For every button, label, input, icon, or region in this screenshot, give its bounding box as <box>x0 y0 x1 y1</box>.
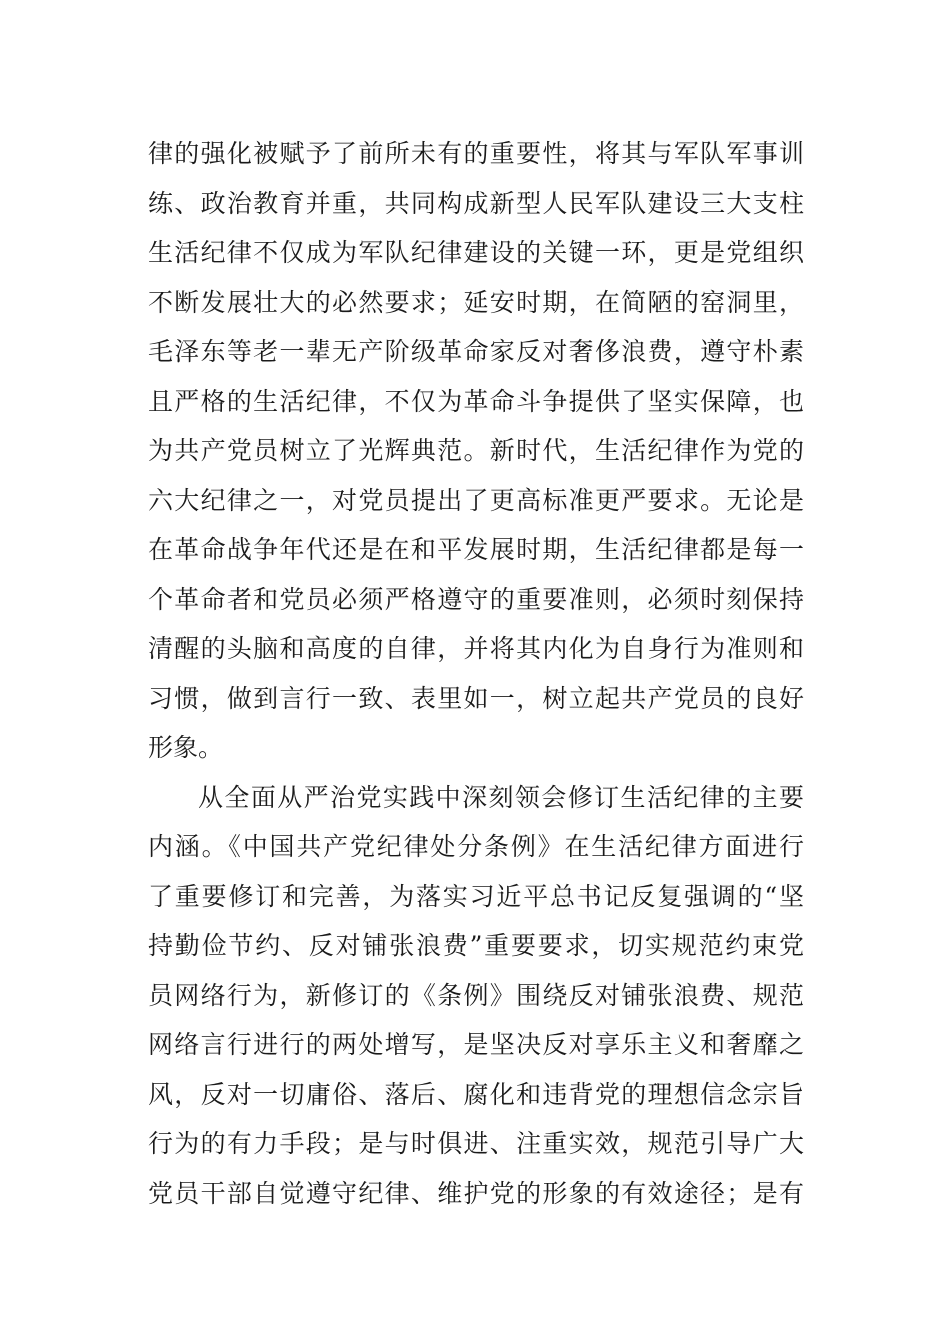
text-line: 了重要修订和完善，为落实习近平总书记反复强调的“坚 <box>148 882 804 911</box>
text-line: 毛泽东等老一辈无产阶级革命家反对奢侈浪费，遵守朴素 <box>148 337 804 366</box>
text-line: 网络言行进行的两处增写，是坚决反对享乐主义和奢靡之 <box>148 1030 804 1059</box>
text-line: 律的强化被赋予了前所未有的重要性，将其与军队军事训 <box>148 139 804 168</box>
text-line: 六大纪律之一，对党员提出了更高标准更严要求。无论是 <box>148 486 804 515</box>
text-line: 行为的有力手段；是与时俱进、注重实效，规范引导广大 <box>148 1129 804 1158</box>
text-line: 不断发展壮大的必然要求；延安时期，在简陋的窑洞里， <box>148 288 804 317</box>
text-line: 习惯，做到言行一致、表里如一，树立起共产党员的良好 <box>148 684 804 713</box>
text-line: 持勤俭节约、反对铺张浪费”重要要求，切实规范约束党 <box>148 931 804 960</box>
text-line: 生活纪律不仅成为军队纪律建设的关键一环，更是党组织 <box>148 238 804 267</box>
text-line: 且严格的生活纪律，不仅为革命斗争提供了坚实保障，也 <box>148 387 804 416</box>
text-line: 个革命者和党员必须严格遵守的重要准则，必须时刻保持 <box>148 585 804 614</box>
text-line: 为共产党员树立了光辉典范。新时代，生活纪律作为党的 <box>148 436 804 465</box>
text-line: 在革命战争年代还是在和平发展时期，生活纪律都是每一 <box>148 535 804 564</box>
text-line: 清醒的头脑和高度的自律，并将其内化为自身行为准则和 <box>148 634 804 663</box>
text-line: 风，反对一切庸俗、落后、腐化和违背党的理想信念宗旨 <box>148 1080 804 1109</box>
text-line: 内涵。《中国共产党纪律处分条例》在生活纪律方面进行 <box>148 832 804 861</box>
text-line-paragraph-end: 形象。 <box>148 733 224 762</box>
text-line: 党员干部自觉遵守纪律、维护党的形象的有效途径；是有 <box>148 1179 804 1208</box>
text-line: 员网络行为，新修订的《条例》围绕反对铺张浪费、规范 <box>148 981 804 1010</box>
text-line: 练、政治教育并重，共同构成新型人民军队建设三大支柱 <box>148 189 804 218</box>
text-line-paragraph-start: 从全面从严治党实践中深刻领会修订生活纪律的主要 <box>198 783 804 812</box>
